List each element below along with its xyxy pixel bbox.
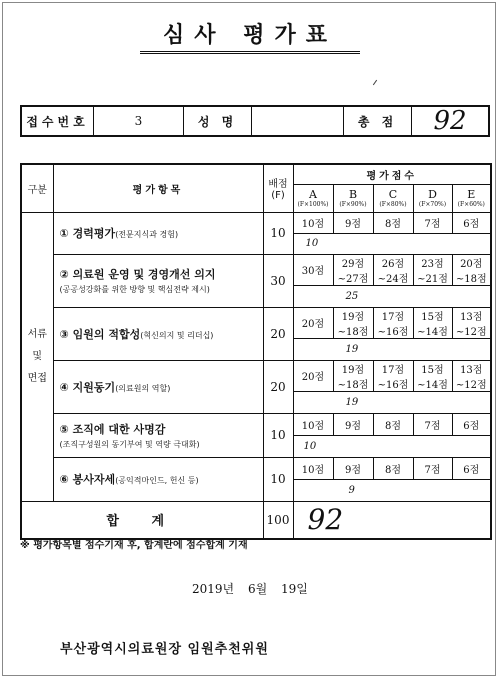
handwritten-score: 10: [293, 435, 491, 457]
document-date: 2019년 6월 19일: [192, 582, 308, 596]
points-cell: 7점: [413, 457, 452, 479]
receipt-number: 3: [94, 107, 184, 135]
handwritten-score: 10: [293, 233, 491, 254]
points-cell: 29점~27점: [333, 254, 373, 285]
header-row: [20, 105, 490, 137]
points-cell: 6점: [452, 457, 491, 479]
points-cell: 20점: [293, 307, 333, 338]
weight-cell: 30: [263, 254, 293, 307]
total-row-label: 합 계: [21, 501, 263, 539]
total-weight: 100: [263, 501, 293, 539]
points-cell: 30점: [293, 254, 333, 285]
total-label: 총 점: [344, 107, 412, 135]
total-score-cell: 92: [293, 501, 491, 539]
weight-cell: 20: [263, 360, 293, 413]
points-cell: 9점: [333, 457, 373, 479]
grade-d: D (F×70%): [413, 184, 452, 212]
points-cell: 9점: [333, 212, 373, 233]
table-row: ⑤ 조직에 대한 사명감 (조직구성원의 동기부여 및 역량 극대화): [53, 413, 263, 457]
col-score-header: 평가점수: [293, 164, 491, 184]
weight-cell: 10: [263, 212, 293, 254]
points-cell: 23점~21점: [413, 254, 452, 285]
table-row: ① 경력평가(전문지식과 경험): [53, 212, 263, 254]
issuer-signature-line: 부산광역시의료원장 임원추천위원: [60, 642, 269, 657]
points-cell: 6점: [452, 413, 491, 435]
handwritten-score: 19: [293, 391, 491, 413]
points-cell: 19점~18점: [333, 307, 373, 338]
name-label: 성 명: [184, 107, 252, 135]
points-cell: 10점: [293, 457, 333, 479]
handwritten-score: 9: [293, 479, 491, 501]
points-cell: 17점~16점: [373, 360, 413, 391]
total-score-handwritten: 92: [433, 106, 467, 136]
points-cell: 8점: [373, 457, 413, 479]
points-cell: 7점: [413, 413, 452, 435]
points-cell: 9점: [333, 413, 373, 435]
points-cell: 15점~14점: [413, 360, 452, 391]
table-row: ⑥ 봉사자세(공익적마인드, 헌신 등): [53, 457, 263, 501]
col-item-header: 평가항목: [53, 164, 263, 212]
name-value: [252, 107, 344, 135]
table-row: ④ 지원동기(의료원의 역할): [53, 360, 263, 413]
points-cell: 10점: [293, 212, 333, 233]
table-row: ③ 임원의 적합성(혁신의지 및 리더십): [53, 307, 263, 360]
points-cell: 7점: [413, 212, 452, 233]
handwritten-score: 19: [293, 338, 491, 360]
grade-a: A (F×100%): [293, 184, 333, 212]
points-cell: 13점~12점: [452, 307, 491, 338]
grade-e: E (F×60%): [452, 184, 491, 212]
points-cell: 8점: [373, 212, 413, 233]
grade-b: B (F×90%): [333, 184, 373, 212]
weight-cell: 10: [263, 457, 293, 501]
document-title: 심사 평가표: [140, 18, 360, 54]
points-cell: 6점: [452, 212, 491, 233]
points-cell: 19점~18점: [333, 360, 373, 391]
points-cell: 20점~18점: [452, 254, 491, 285]
points-cell: 13점~12점: [452, 360, 491, 391]
evaluation-table: [20, 163, 492, 540]
handwritten-score: 25: [293, 285, 491, 307]
col-gubun-header: 구분: [21, 164, 53, 212]
weight-cell: 10: [263, 413, 293, 457]
category-label: 서류 및 면접: [21, 212, 53, 501]
col-weight-header: 배점(F): [263, 164, 293, 212]
points-cell: 8점: [373, 413, 413, 435]
points-cell: 20점: [293, 360, 333, 391]
points-cell: 10점: [293, 413, 333, 435]
table-row: ② 의료원 운영 및 경영개선 의지 (공공성강화를 위한 방향 및 핵심전략 제시): [53, 254, 263, 307]
weight-cell: 20: [263, 307, 293, 360]
points-cell: 15점~14점: [413, 307, 452, 338]
grade-c: C (F×80%): [373, 184, 413, 212]
points-cell: 26점~24점: [373, 254, 413, 285]
receipt-label: 접수번호: [22, 107, 94, 135]
points-cell: 17점~16점: [373, 307, 413, 338]
instruction-note: ※ 평가항목별 점수기재 후, 합계란에 점수합계 기재: [20, 540, 248, 551]
